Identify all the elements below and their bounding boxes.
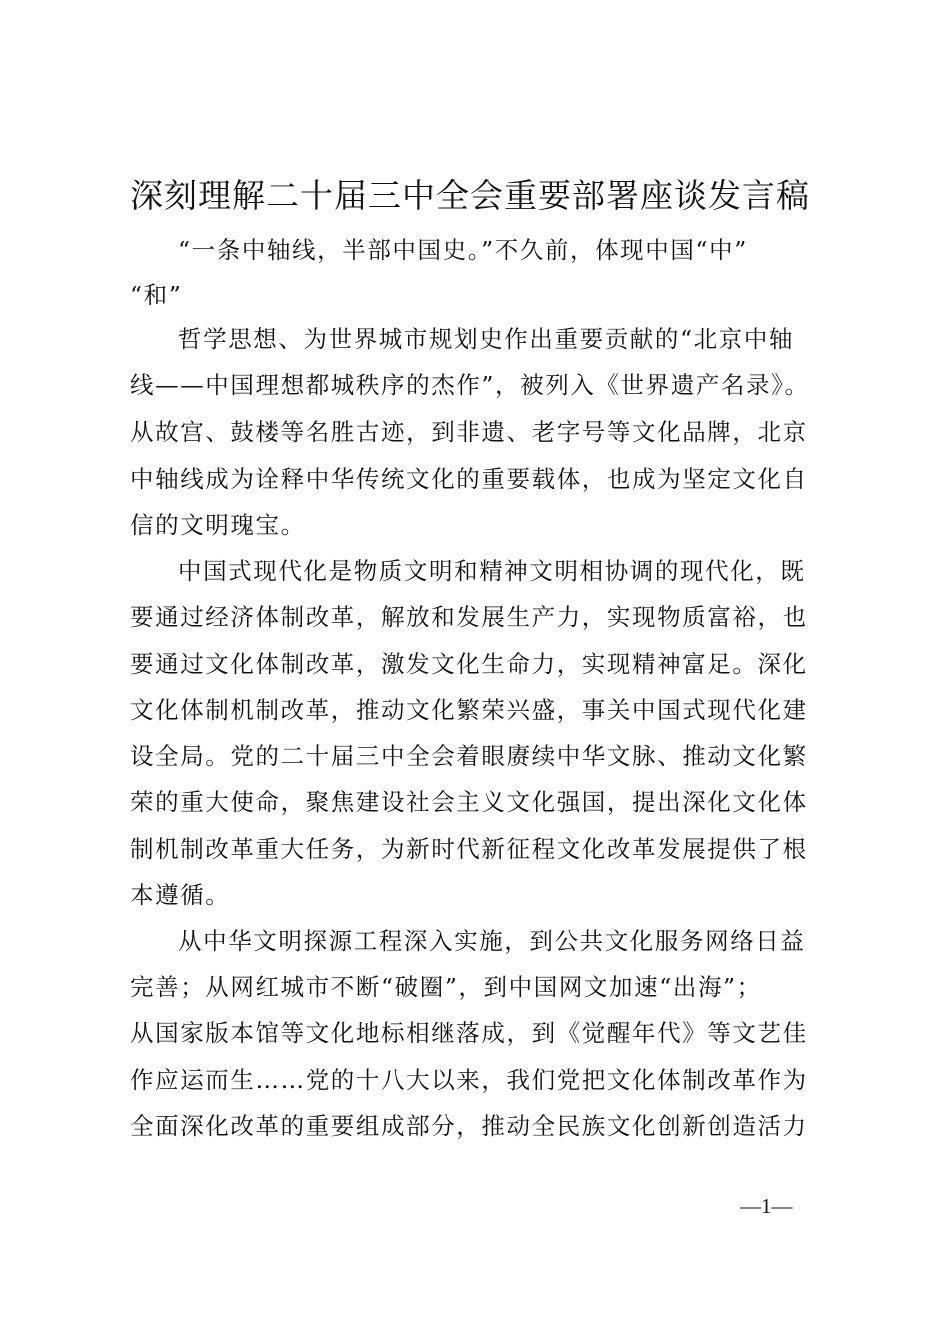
- text-line: “和”: [130, 281, 183, 309]
- text-line: 从国家版本馆等文化地标相继落成，到《觉醒年代》等文艺佳: [130, 1019, 808, 1047]
- text-line: 作应运而生……党的十八大以来，我们党把文化体制改革作为: [130, 1066, 808, 1094]
- text-line: 全面深化改革的重要组成部分，推动全民族文化创新创造活力: [130, 1112, 808, 1140]
- document-title: 深刻理解二十届三中全会重要部署座谈发言稿: [130, 176, 810, 215]
- text-line: 信的文明瑰宝。: [130, 511, 306, 539]
- text-line: 完善；从网红城市不断“破圈”，到中国网文加速“出海”；: [130, 973, 762, 1001]
- text-line: 文化体制机制改革，推动文化繁荣兴盛，事关中国式现代化建: [130, 696, 808, 724]
- page-number: —1—: [740, 1194, 793, 1218]
- text-line: 本遵循。: [130, 881, 231, 909]
- text-line: 要通过经济体制改革，解放和发展生产力，实现物质富裕，也: [130, 603, 808, 631]
- text-line: 要通过文化体制改革，激发文化生命力，实现精神富足。深化: [130, 650, 808, 678]
- text-line: 从故宫、鼓楼等名胜古迹，到非遗、老字号等文化品牌，北京: [130, 418, 808, 446]
- text-line: 哲学思想、为世界城市规划史作出重要贡献的“北京中轴: [178, 325, 795, 353]
- text-line: 线——中国理想都城秩序的杰作”，被列入《世界遗产名录》。: [130, 371, 810, 399]
- text-line: 荣的重大使命，聚焦建设社会主义文化强国，提出深化文化体: [130, 788, 808, 816]
- text-line: 制机制改革重大任务，为新时代新征程文化改革发展提供了根: [130, 835, 808, 863]
- text-line: “一条中轴线，半部中国史。”不久前，体现中国“中”: [178, 236, 748, 264]
- text-line: 中国式现代化是物质文明和精神文明相协调的现代化，既: [178, 557, 806, 585]
- text-line: 从中华文明探源工程深入实施，到公共文化服务网络日益: [178, 927, 806, 955]
- text-line: 设全局。党的二十届三中全会着眼赓续中华文脉、推动文化繁: [130, 742, 808, 770]
- text-line: 中轴线成为诠释中华传统文化的重要载体，也成为坚定文化自: [130, 465, 808, 493]
